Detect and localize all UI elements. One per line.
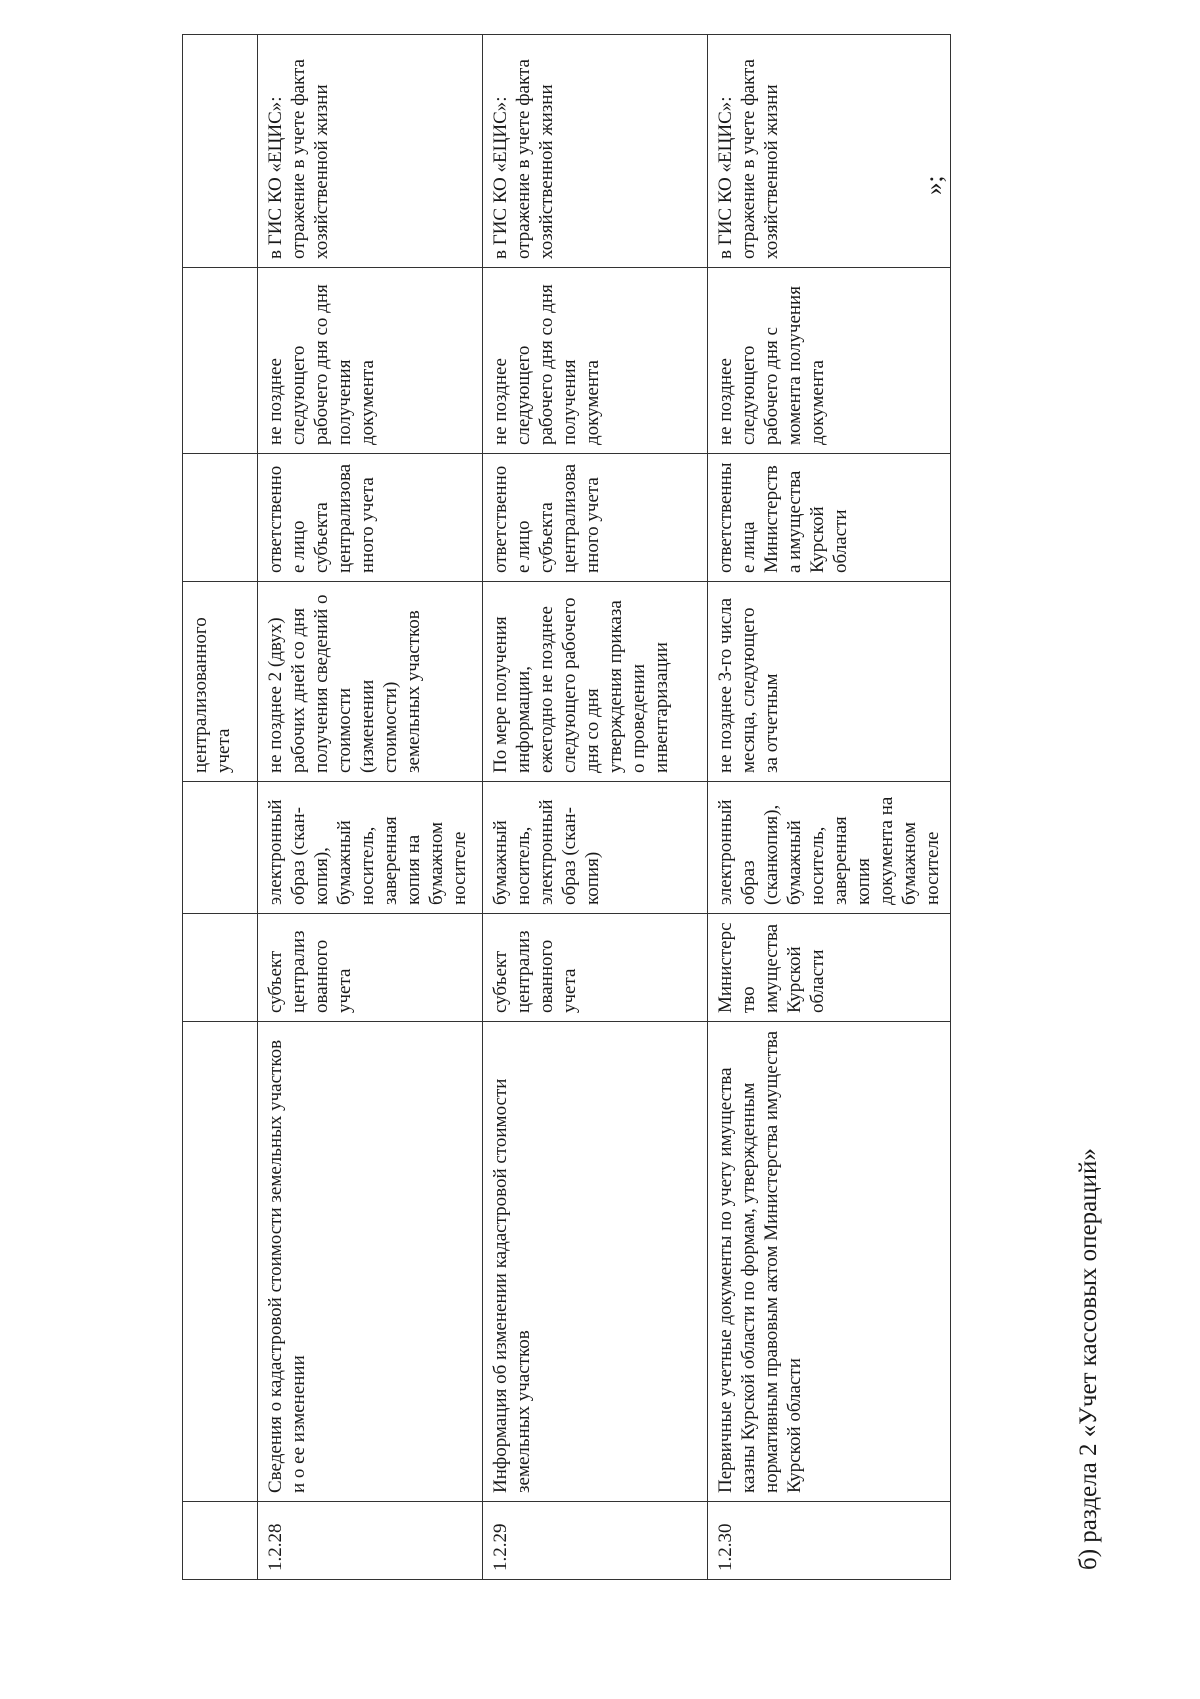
rotated-content bbox=[182, 35, 1162, 1580]
cell-result: в ГИС КО «ЕЦИС»: отражение в учете факта хозяйственной жизни bbox=[258, 35, 483, 268]
cell-number: 1.2.30 bbox=[708, 1502, 951, 1580]
cell-term: не позднее 3-го числа месяца, следующего за отчетным bbox=[708, 582, 951, 782]
cell-subject: субъект централизованного учета bbox=[483, 914, 708, 1022]
cell-empty bbox=[183, 1022, 258, 1502]
cell-term-continuation: централизованного учета bbox=[183, 582, 258, 782]
cell-subject: субъект централизованного учета bbox=[258, 914, 483, 1022]
table-row bbox=[258, 35, 483, 1580]
cell-form: бумажный носитель, электронный образ (скан-копия) bbox=[483, 782, 708, 914]
cell-document: Сведения о кадастровой стоимости земельных участков и о ее изменении bbox=[258, 1022, 483, 1502]
cell-empty bbox=[183, 1502, 258, 1580]
accounting-table bbox=[182, 34, 951, 1580]
section-caption: б) раздела 2 «Учет кассовых операций» bbox=[1075, 1148, 1102, 1570]
cell-term: не позднее 2 (двух) рабочих дней со дня получения сведений о стоимости (изменении стоимости) земельных участков bbox=[258, 582, 483, 782]
cell-number: 1.2.29 bbox=[483, 1502, 708, 1580]
cell-empty bbox=[183, 782, 258, 914]
cell-responsible: ответственное лицо субъекта централизованного учета bbox=[483, 454, 708, 582]
cell-result: в ГИС КО «ЕЦИС»: отражение в учете факта хозяйственной жизни bbox=[708, 35, 951, 268]
cell-responsible: ответственные лица Министерства имущества Курской области bbox=[708, 454, 951, 582]
cell-form: электронный образ (скан-копия), бумажный носитель, заверенная копия на бумажном носителе bbox=[258, 782, 483, 914]
cell-empty bbox=[183, 268, 258, 454]
table-row bbox=[483, 35, 708, 1580]
cell-deadline: не позднее следующего рабочего дня с момента получения документа bbox=[708, 268, 951, 454]
cell-empty bbox=[183, 35, 258, 268]
cell-subject: Министерство имущества Курской области bbox=[708, 914, 951, 1022]
cell-document: Первичные учетные документы по учету имущества казны Курской области по формам, утвержденным нормативным правовым актом Министерства имущества Курской области bbox=[708, 1022, 951, 1502]
table-continuation-row bbox=[183, 35, 258, 1580]
cell-form: электронный образ (сканкопия), бумажный носитель, заверенная копия документа на бумажном носителе bbox=[708, 782, 951, 914]
cell-responsible: ответственное лицо субъекта централизованного учета bbox=[258, 454, 483, 582]
cell-deadline: не позднее следующего рабочего дня со дня получения документа bbox=[258, 268, 483, 454]
closing-quote-mark: »; bbox=[921, 175, 948, 195]
cell-empty bbox=[183, 914, 258, 1022]
cell-term: По мере получения информации, ежегодно не позднее следующего рабочего дня со дня утверждения приказа о проведении инвентаризации bbox=[483, 582, 708, 782]
cell-result: в ГИС КО «ЕЦИС»: отражение в учете факта хозяйственной жизни bbox=[483, 35, 708, 268]
cell-document: Информация об изменении кадастровой стоимости земельных участков bbox=[483, 1022, 708, 1502]
cell-empty bbox=[183, 454, 258, 582]
cell-number: 1.2.28 bbox=[258, 1502, 483, 1580]
table-row bbox=[708, 35, 951, 1580]
cell-deadline: не позднее следующего рабочего дня со дня получения документа bbox=[483, 268, 708, 454]
